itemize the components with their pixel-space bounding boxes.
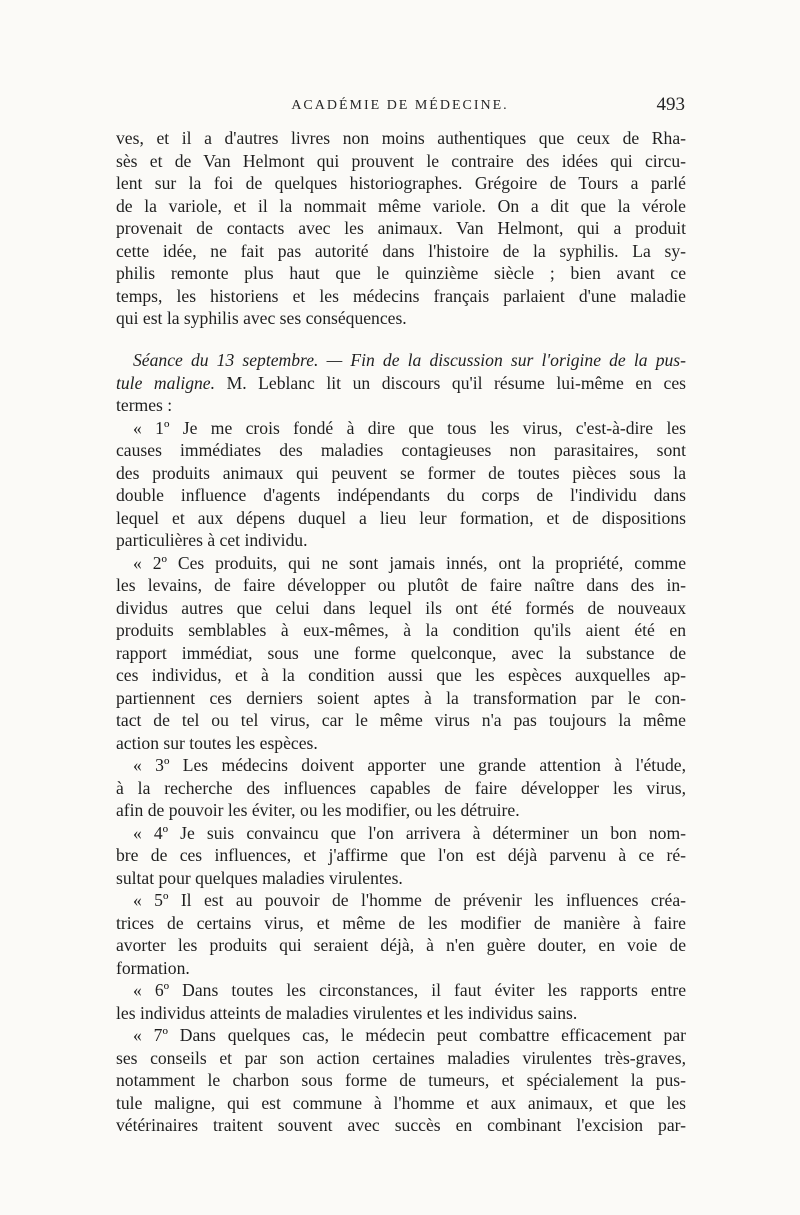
text-line: ses conseils et par son action certaines maladies virulentes très-graves, <box>116 1047 686 1068</box>
text-line: lequel et aux dépens duquel a lieu leur formation, et de dispositions <box>116 507 686 528</box>
session-heading-italic: tule maligne. <box>116 372 216 393</box>
text-line: produits semblables à eux-mêmes, à la condition qu'ils aient été en <box>116 620 686 640</box>
text-line: notamment le charbon sous forme de tumeurs, et spécialement la pus- <box>116 1070 686 1090</box>
text-line: vétérinaires traitent souvent avec succès en combinant l'excision par- <box>116 1115 686 1135</box>
text-line: particulières à cet individu. <box>116 530 308 550</box>
text-line: tact de tel ou tel virus, car le même virus n'a pas toujours la même <box>116 710 686 730</box>
text-line: sultat pour quelques maladies virulentes. <box>116 867 403 888</box>
text-line: trices de certains virus, et même de les modifier de manière à faire <box>116 912 686 933</box>
text-line: cette idée, ne fait pas autorité dans l'histoire de la syphilis. La sy- <box>116 240 686 261</box>
session-heading-line-2 <box>116 372 686 395</box>
text-line: bre de ces influences, et j'affirme que l'on est déjà parvenu à ce ré- <box>116 845 686 865</box>
text-line: avorter les produits qui seraient déjà, à n'en guère douter, en voie de <box>116 935 686 955</box>
text-line: « 1º Je me crois fondé à dire que tous les virus, c'est-à-dire les <box>133 417 686 438</box>
text-line: philis remonte plus haut que le quinzième siècle ; bien avant ce <box>116 263 686 283</box>
text-line: dividus autres que celui dans lequel ils ont été formés de nouveaux <box>116 597 686 618</box>
text-line: « 2º Ces produits, qui ne sont jamais innés, ont la propriété, comme <box>133 552 686 573</box>
text-line: ves, et il a d'autres livres non moins authentiques que ceux de Rha- <box>116 128 686 148</box>
text-line: à la recherche des influences capables de faire développer les virus, <box>116 777 686 798</box>
text-line: sès et de Van Helmont qui prouvent le contraire des idées qui circu- <box>116 150 686 171</box>
text-line: qui est la syphilis avec ses conséquences. <box>116 308 407 328</box>
running-header <box>115 94 685 122</box>
text-line: provenait de contacts avec les animaux. Van Helmont, qui a produit <box>116 218 686 238</box>
session-intro-text: M. Leblanc lit un discours qu'il résume lui-même en ces <box>215 372 686 393</box>
page-number: 493 <box>656 94 685 115</box>
text-line: termes : <box>116 395 173 415</box>
text-line: « 5º Il est au pouvoir de l'homme de prévenir les influences créa- <box>133 890 686 910</box>
text-line: tule maligne, qui est commune à l'homme et aux animaux, et que les <box>116 1092 686 1113</box>
text-line: « 7º Dans quelques cas, le médecin peut combattre efficacement par <box>133 1025 686 1045</box>
text-line: « 6º Dans toutes les circonstances, il faut éviter les rapports entre <box>133 980 686 1000</box>
session-section <box>116 349 686 1137</box>
text-line: de la variole, et il la nommait même variole. On a dit que la vérole <box>116 195 686 216</box>
text-line: double influence d'agents indépendants du corps de l'individu dans <box>116 485 686 505</box>
text-line: partiennent ces derniers soient aptes à la transformation par le con- <box>116 687 686 708</box>
text-line: lent sur la foi de quelques historiographes. Grégoire de Tours a parlé <box>116 173 686 193</box>
text-line: temps, les historiens et les médecins français parlaient d'une maladie <box>116 285 686 306</box>
text-line: action sur toutes les espèces. <box>116 732 318 753</box>
text-line: formation. <box>116 957 190 978</box>
running-title: ACADÉMIE DE MÉDECINE. <box>291 98 509 113</box>
text-line: « 4º Je suis convaincu que l'on arrivera à déterminer un bon nom- <box>133 822 686 843</box>
text-line: afin de pouvoir les éviter, ou les modifier, ou les détruire. <box>116 800 520 820</box>
paragraph-continued <box>116 127 686 330</box>
text-line: causes immédiates des maladies contagieuses non parasitaires, sont <box>116 440 686 460</box>
text-line: les individus atteints de maladies virulentes et les individus sains. <box>116 1002 578 1023</box>
text-line: rapport immédiat, sous une forme quelconque, avec la substance de <box>116 642 686 663</box>
text-line: « 3º Les médecins doivent apporter une grande attention à l'étude, <box>133 755 686 775</box>
text-line: des produits animaux qui peuvent se former de toutes pièces sous la <box>116 462 686 483</box>
session-heading: Séance du 13 septembre. — Fin de la discussion sur l'origine de la pus- <box>133 350 686 370</box>
text-line: ces individus, et à la condition aussi que les espèces auxquelles ap- <box>116 665 686 685</box>
text-line: les levains, de faire développer ou plutôt de faire naître dans des in- <box>116 575 686 595</box>
